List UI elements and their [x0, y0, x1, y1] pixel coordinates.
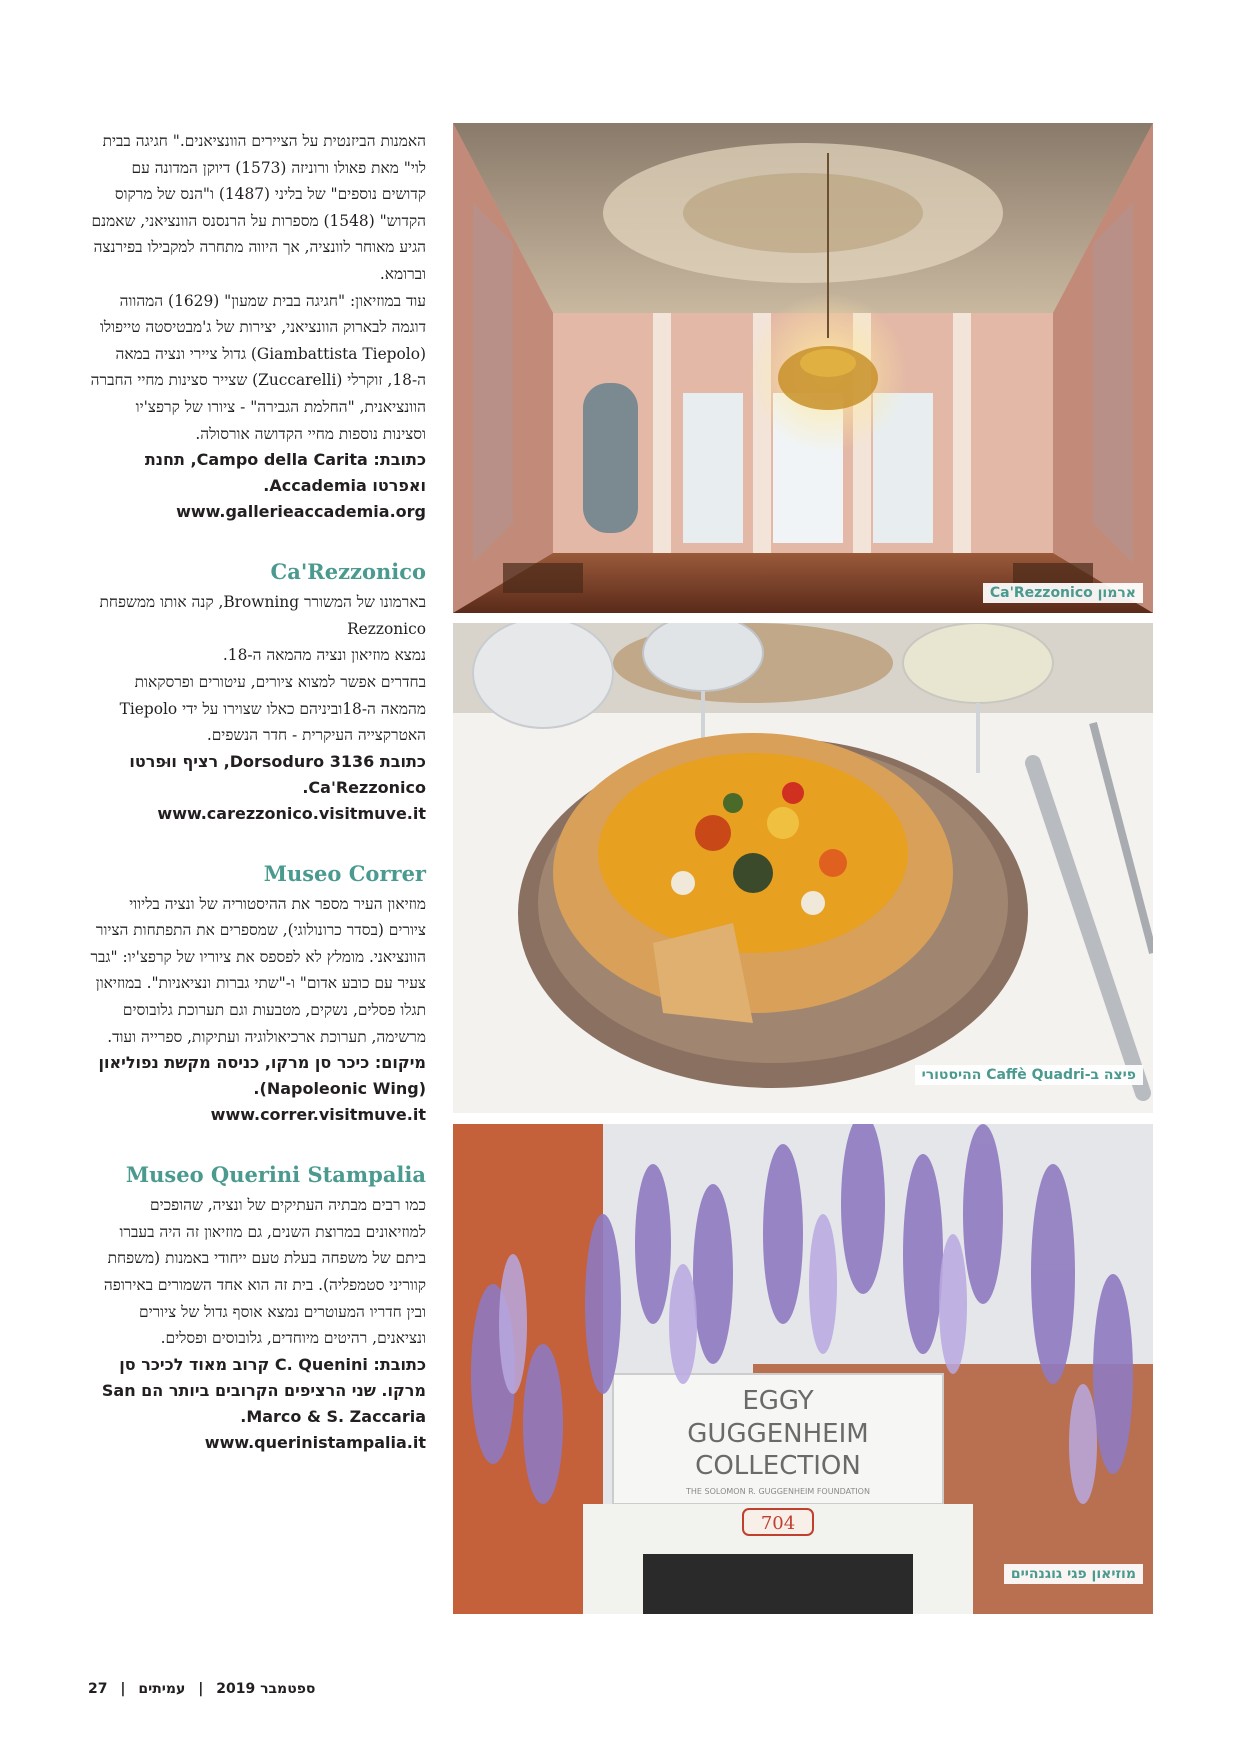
photo-ca-rezzonico	[453, 123, 1153, 613]
intro-paragraph: האמנות הביזנטית על הציירים הוונציאנים." חגיגה בבית לוי" מאת פאולו ורוניזה (1573) דיוקן המדונה עם קדושים נוספים" של בליני (1487) ו"הנס של מרקוס הקדוש" (1548) מספרות על הרנסנס הוונציאני, שאמנם הגיע מאוחר לוונציה, אך היווה מתחרה למקבילו בפירנצה וברומא.	[91, 132, 426, 283]
guggenheim-image	[453, 1124, 1153, 1614]
address: מיקום: כיכר סן מרקו, כניסה מקשת נפוליאון (Napoleonic Wing).	[98, 1053, 426, 1099]
sign-text: COLLECTION	[695, 1451, 861, 1481]
section-paragraph: מוזיאון העיר מספר את ההיסטוריה של ונציה בליווי ציורים (בסדר כרונולוגי), שמספרים את התפתחות הציור הוונציאני. מומלץ לא לפספס את ציוריו של קרפצ'יו: "גבר צעיר עם כובע אדום" ו-"שתי גברות ונציאניות". במוזיאון תגלו פסלים, נשקים, מטבעות וגם תערוכת גלובוסים מרשימה, תערוכת ארכיאולוגיה ועתיקות, ספרייה ועוד.	[90, 894, 426, 1046]
page-number: 27	[88, 1681, 108, 1697]
ballroom-image	[453, 123, 1153, 613]
sign-text: EGGY	[742, 1386, 814, 1416]
section-paragraph: נמצא מוזיאון ונציה מהמאה ה-18.	[222, 646, 426, 665]
address: כתובת Dorsoduro 3136, רציף ווּפרטו Ca'Rezzonico.	[129, 751, 426, 797]
page-footer: 27 | ספטמבר 2019 | עמיתים	[88, 1681, 316, 1697]
pizza-image	[453, 623, 1153, 1113]
sign-text: GUGGENHEIM	[687, 1419, 869, 1449]
section-title: Museo Querini Stampalia	[125, 1162, 426, 1188]
website-link[interactable]: www.correr.visitmuve.it	[210, 1105, 426, 1125]
website-link[interactable]: www.querinistampalia.it	[204, 1432, 426, 1452]
website-link[interactable]: www.carezzonico.visitmuve.it	[157, 803, 426, 823]
issue-date: ספטמבר 2019	[216, 1681, 316, 1697]
section-paragraph: בחדרים אפשר למצוא ציורים, עיטורים ופרסקאות מהמאה ה-18וביניהם כאלו שצוירו על ידי Tiepolo האטרקצייה העיקרית - חדר הנשפים.	[119, 672, 426, 745]
text-column	[88, 128, 426, 1456]
section-paragraph: בארמונו של המשורר Browning, קנה אותו ממשפחת Rezzonico	[99, 593, 426, 638]
photo-caption: פיצה ב-Caffè Quadri ההיסטורי	[915, 1065, 1143, 1085]
section-title: Ca'Rezzonico	[270, 559, 426, 585]
address: כתובת: Campo della Carita, תחנת ואפרטו Accademia.	[144, 450, 426, 496]
sign-text: THE SOLOMON R. GUGGENHEIM FOUNDATION	[686, 1487, 870, 1496]
magazine-name: עמיתים	[138, 1681, 186, 1697]
photo-caption: מוזיאון פגי גוגנהיים	[1004, 1564, 1143, 1584]
photo-pizza	[453, 623, 1153, 1113]
section-paragraph: כמו רבים מבתיה העתיקים של ונציה, שהופכים למוזיאונים במרוצת השנים, גם מוזיאון זה היה בעברו ביתם של משפחה בעלת טעם ייחודי באמנות (משפחת קווריני סטמפליה). בית זה הוא אחד השמורים באירופה ובין חדריו המעוטרים נמצא אוסף גדול של ציורים ונציאנים, רהיטים מיוחדים, גלובוסים ופסלים.	[103, 1196, 426, 1348]
address-number: 704	[760, 1513, 796, 1534]
intro-paragraph: עוד במוזיאון: "חגיגה בבית שמעון" (1629) המהווה דוגמה לבארוק הוונציאני, יצירות של ג'מבטיסטה טייפולו (Giambattista Tiepolo) גדול ציירי ונציה במאה ה-18, זוקרלי (Zuccarelli) שצייר סצינות מחיי החברה הוונציאנית, "החלמת הגבירה" - ציורו של קרפצ'יו וסצינות נוספות מחיי הקדושה אורסולה.	[90, 291, 426, 443]
photo-guggenheim	[453, 1124, 1153, 1614]
section-title: Museo Correr	[263, 860, 426, 886]
website-link[interactable]: www.gallerieaccademia.org	[176, 502, 426, 522]
address: כתובת: C. Quenini קרוב מאוד לכיכר סן מרקו. שני הרציפים הקרובים ביותר הם San Marco & S. Zaccaria.	[101, 1354, 426, 1426]
photo-caption: ארמון Ca'Rezzonico	[983, 583, 1143, 603]
